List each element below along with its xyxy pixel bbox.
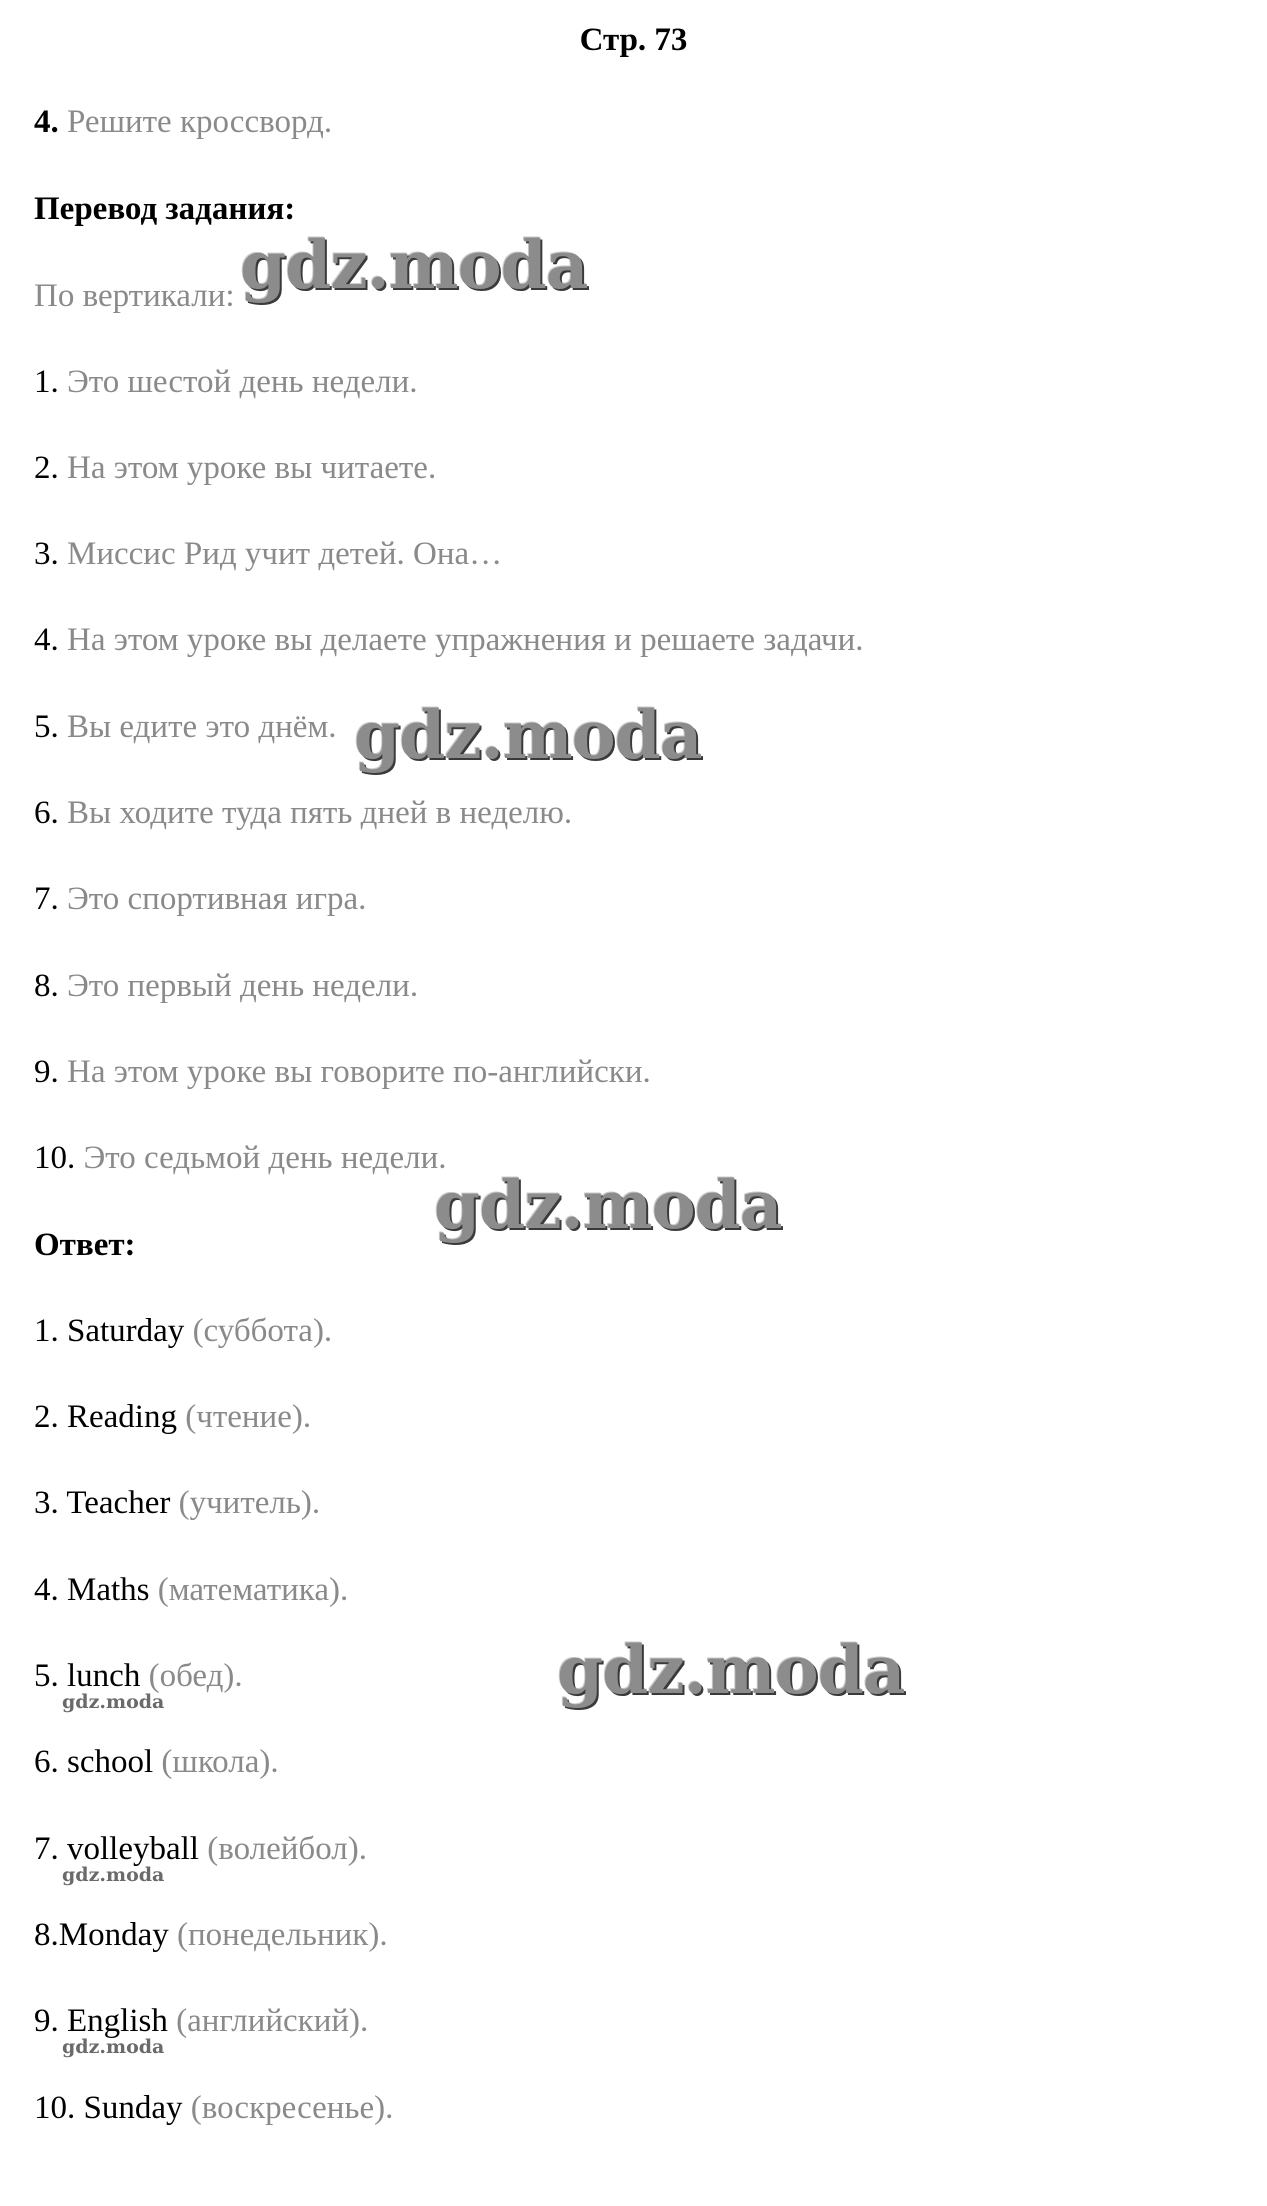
page-title: Стр. 73 bbox=[579, 22, 688, 58]
clue-text: На этом уроке вы читаете. bbox=[67, 450, 437, 486]
clue-number: 7. bbox=[34, 881, 59, 917]
answer-translation: (воскресенье). bbox=[190, 2090, 394, 2126]
answer-item bbox=[34, 1742, 279, 1782]
watermark-small: gdz.moda bbox=[62, 2036, 165, 2058]
watermark-small: gdz.moda bbox=[62, 1691, 165, 1713]
clue-text: На этом уроке вы говорите по-английски. bbox=[67, 1054, 651, 1090]
answer-translation: (суббота). bbox=[192, 1313, 333, 1349]
answer-translation: (обед). bbox=[148, 1658, 243, 1694]
answer-item bbox=[34, 2088, 393, 2128]
clue-text: Это шестой день недели. bbox=[67, 364, 418, 400]
answer-item bbox=[34, 1397, 311, 1437]
answer-translation: (чтение). bbox=[185, 1399, 312, 1435]
answer-translation: (математика). bbox=[157, 1572, 349, 1608]
clue-text: Это седьмой день недели. bbox=[83, 1140, 447, 1176]
clue-number: 2. bbox=[34, 450, 59, 486]
clue-text: Это спортивная игра. bbox=[67, 881, 367, 917]
clue-item bbox=[34, 534, 502, 574]
watermark-small: gdz.moda bbox=[62, 1864, 165, 1886]
watermark: gdz.moda bbox=[354, 696, 702, 774]
clue-text: Это первый день недели. bbox=[67, 968, 419, 1004]
clue-item bbox=[34, 1052, 651, 1092]
answer-item bbox=[34, 1483, 320, 1523]
answer-item bbox=[34, 1311, 332, 1351]
answer-item bbox=[34, 1829, 367, 1869]
clue-number: 10. bbox=[34, 1140, 76, 1176]
clue-item bbox=[34, 879, 366, 919]
task-line bbox=[34, 102, 332, 142]
task-text: Решите кроссворд. bbox=[67, 104, 333, 140]
clue-text: Вы едите это днём. bbox=[67, 709, 337, 745]
answer-translation: (школа). bbox=[161, 1744, 279, 1780]
clue-text: Миссис Рид учит детей. Она… bbox=[67, 536, 503, 572]
answer-word: 6. school bbox=[34, 1744, 154, 1780]
answer-word: 5. lunch bbox=[34, 1658, 141, 1694]
watermark: gdz.moda bbox=[434, 1166, 782, 1244]
task-number: 4. bbox=[34, 104, 59, 140]
answer-word: 4. Maths bbox=[34, 1572, 150, 1608]
clue-number: 3. bbox=[34, 536, 59, 572]
clue-text: Вы ходите туда пять дней в неделю. bbox=[67, 795, 573, 831]
answer-translation: (английский). bbox=[176, 2003, 369, 2039]
answer-word: 8.Monday bbox=[34, 1917, 169, 1953]
clue-item bbox=[34, 707, 337, 747]
answer-translation: (учитель). bbox=[178, 1485, 321, 1521]
clue-item bbox=[34, 1138, 447, 1178]
answer-heading: Ответ: bbox=[34, 1227, 136, 1263]
clue-number: 1. bbox=[34, 364, 59, 400]
translation-heading: Перевод задания: bbox=[34, 191, 296, 227]
watermark: gdz.moda bbox=[557, 1631, 905, 1709]
clue-number: 4. bbox=[34, 622, 59, 658]
answer-word: 7. volleyball bbox=[34, 1831, 199, 1867]
answer-translation: (понедельник). bbox=[177, 1917, 388, 1953]
answer-word: 2. Reading bbox=[34, 1399, 177, 1435]
watermark: gdz.moda bbox=[240, 226, 588, 304]
answer-word: 3. Teacher bbox=[34, 1485, 171, 1521]
answer-word: 1. Saturday bbox=[34, 1313, 185, 1349]
vertical-label: По вертикали: bbox=[34, 278, 235, 314]
answer-translation: (волейбол). bbox=[207, 1831, 367, 1867]
clue-number: 8. bbox=[34, 968, 59, 1004]
answer-item bbox=[34, 1915, 388, 1955]
clue-item bbox=[34, 362, 418, 402]
clue-item bbox=[34, 793, 572, 833]
answer-word: 9. English bbox=[34, 2003, 168, 2039]
answer-item bbox=[34, 1656, 243, 1696]
clue-item bbox=[34, 620, 864, 660]
clue-number: 6. bbox=[34, 795, 59, 831]
answer-item bbox=[34, 2001, 368, 2041]
clue-item bbox=[34, 966, 418, 1006]
answer-item bbox=[34, 1570, 348, 1610]
clue-number: 5. bbox=[34, 709, 59, 745]
clue-number: 9. bbox=[34, 1054, 59, 1090]
clue-item bbox=[34, 448, 436, 488]
answer-word: 10. Sunday bbox=[34, 2090, 183, 2126]
clue-text: На этом уроке вы делаете упражнения и решаете задачи. bbox=[67, 622, 864, 658]
